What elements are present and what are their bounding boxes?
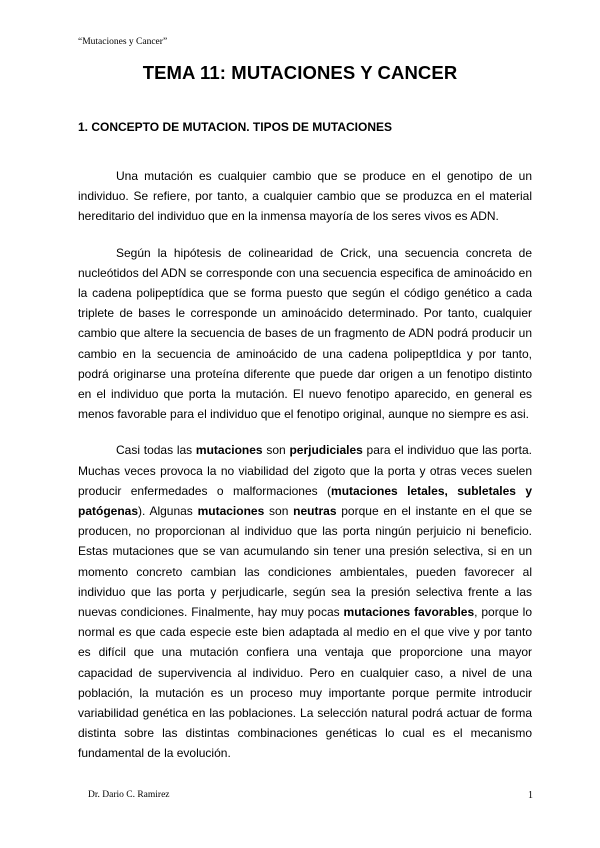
paragraph-2: Según la hipótesis de colinearidad de Crick, una secuencia concreta de nucleótidos del ADN se corresponde con una secuencia especifica de aminoácido en la cadena polipeptídica que se forma puesto que según el código genético a cada triplete de bases le corresponde un aminoácido determinado. Por tanto, cualquier cambio que altere la secuencia de bases de un fragmento de ADN podrá producir un cambio en la secuencia de aminoácido de una cadena polipeptIdica y por tanto, podrá originarse una proteína diferente que puede dar origen a un fenotipo distinto en el individuo que porta la mutación. El nuevo fenotipo aparecido, en general es menos favorable para el individuo que el fenotipo original, aunque no siempre es asi. — [78, 245, 532, 422]
paragraph-3-text: , porque lo normal es que cada especie este bien adaptada al medio en el que vive y por tanto es difícil que una mutación confiera una ventaja que proporcione una mayor capacidad de supervivencia al individuo. Pero en cualquier caso, a nivel de una población, la mutación es un proceso muy importante porque permite introducir variabilidad genética en las poblaciones. La selección natural podrá actuar de forma distinta sobre las distintas combinaciones genéticas lo cual es el mecanismo fundamental de la evolución. — [78, 605, 532, 761]
bold-term: mutaciones — [197, 504, 265, 519]
paragraph-3-text: para el individuo que las porta. Muchas veces provoca la no viabilidad del zigoto que la porta y otras veces suelen producir enfermedades o malformaciones ( — [78, 443, 533, 498]
footer-author: Dr. Dario C. Ramirez — [88, 790, 170, 800]
paragraph-3-text: porque en el instante en el que se producen, no proporcionan al individuo que las porta ningún perjuicio ni beneficio. Estas mutaciones que se van acumulando sin tener una presión selectiva, si en un momento concreto cambian las condiciones ambientales, pueden favorecer al individuo que las porta y perjudicarle, según sea la presión selectiva frente a las nuevas condiciones. Finalmente, hay muy pocas — [78, 504, 533, 620]
bold-term: mutaciones favorables — [343, 605, 475, 620]
bold-term: mutaciones letales, subletales y patógenas — [78, 483, 532, 519]
bold-term: perjudiciales — [289, 443, 363, 458]
paragraph-1: Una mutación es cualquier cambio que se produce en el genotipo de un individuo. Se refiere, por tanto, a cualquier cambio que se produzca en el material hereditario del individuo que en la inmensa mayoría de los seres vivos es ADN. — [78, 169, 532, 224]
paragraph-3-text: son — [264, 504, 294, 519]
page-header: “Mutaciones y Cancer” — [78, 37, 168, 47]
bold-term: neutras — [293, 504, 337, 519]
paragraph-3-text: ). Algunas — [138, 504, 198, 519]
page-number: 1 — [528, 790, 533, 801]
document-title: TEMA 11: MUTACIONES Y CANCER — [142, 62, 458, 83]
paragraph-3-text: son — [262, 443, 290, 458]
section-heading: 1. CONCEPTO DE MUTACION. TIPOS DE MUTACIONES — [78, 120, 393, 134]
paragraph-3 — [78, 440, 532, 763]
paragraph-3-text: Casi todas las — [116, 443, 196, 458]
document-body — [78, 166, 532, 780]
bold-term: mutaciones — [195, 443, 263, 458]
